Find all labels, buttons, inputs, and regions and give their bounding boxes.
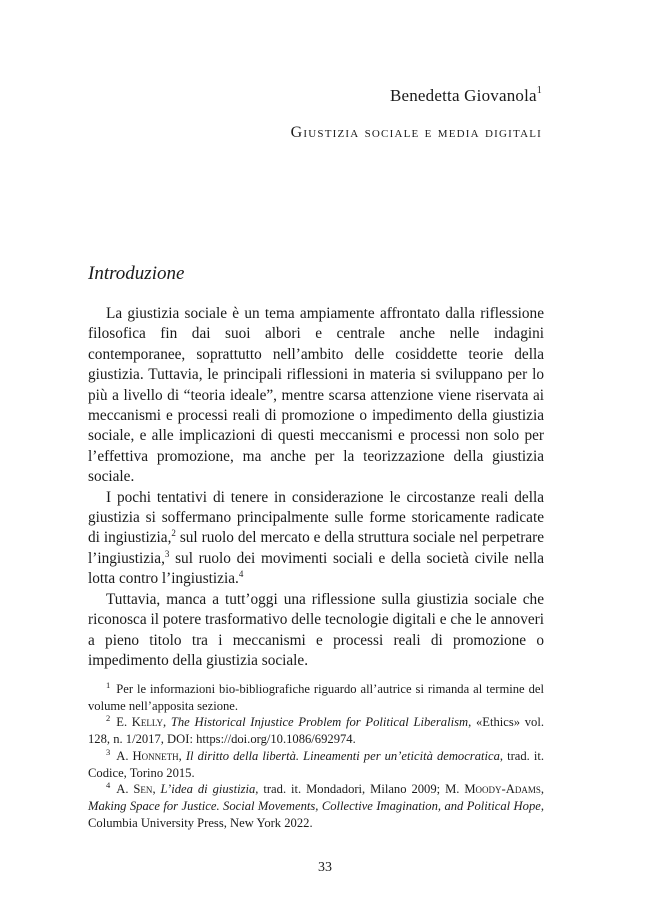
footnote-3-title: Il diritto della libertà. Lineamenti per un’eticità democratica bbox=[185, 748, 500, 763]
footnote-4-author-1: A. Sen bbox=[116, 782, 153, 797]
footnote-3 bbox=[88, 748, 544, 781]
footnote-2-title: The Historical Injustice Problem for Political Liberalism bbox=[170, 715, 469, 730]
footnote-4-rest: , Columbia University Press, New York 2022. bbox=[88, 798, 544, 830]
footnote-2-rest: , «Ethics» vol. 128, n. 1/2017, DOI: https://doi.org/10.1086/692974. bbox=[88, 715, 544, 747]
footnote-3-sep: , bbox=[178, 748, 186, 763]
footnote-ref-4[interactable]: 4 bbox=[238, 569, 244, 580]
footnote-4-title-1: L’idea di giustizia bbox=[160, 782, 256, 797]
footnote-1 bbox=[88, 681, 544, 714]
paragraph-2-text-c: sul ruolo dei movimenti sociali e della società civile nella lotta contro l’ingiustizia. bbox=[88, 549, 544, 588]
paragraph-2 bbox=[88, 488, 544, 590]
body-text bbox=[88, 304, 544, 671]
footnote-3-number: 3 bbox=[106, 746, 111, 757]
paragraph-3: Tuttavia, manca a tutt’oggi una riflessione sulla giustizia sociale che riconosca il potere trasformativo delle tecnologie digitali e che le annoveri a pieno titolo tra i meccanismi e processi reali di promozione o impedimento della giustizia sociale. bbox=[88, 590, 544, 669]
footnote-ref-1[interactable]: 1 bbox=[536, 85, 542, 97]
footnote-2-author: E. Kelly bbox=[116, 715, 163, 730]
footnote-ref-2[interactable]: 2 bbox=[171, 528, 176, 539]
paragraph-2-text-b: sul ruolo del mercato e della struttura sociale nel perpetrare l’ingiustizia, bbox=[88, 529, 544, 567]
footnote-3-author: A. Honneth bbox=[116, 748, 179, 763]
author-name bbox=[390, 86, 542, 106]
footnotes bbox=[88, 681, 544, 831]
paragraph-2-text-a: I pochi tentativi di tenere in considerazione le circostanze reali della giustizia si soffermano principalmente sulle forme storicamente radicate di ingiustizia, bbox=[88, 488, 544, 547]
footnote-4-mid: , trad. it. Mondadori, Milano 2009; bbox=[255, 782, 446, 797]
chapter-title: Giustizia sociale e media digitali bbox=[290, 124, 542, 141]
footnote-2-sep: , bbox=[163, 715, 171, 730]
footnote-1-number: 1 bbox=[106, 679, 111, 690]
footnote-3-rest: , trad. it. Codice, Torino 2015. bbox=[88, 748, 544, 780]
footnote-1-text: Per le informazioni bio-bibliografiche riguardo all’autrice si rimanda al termine del volume nell’apposita sezione. bbox=[88, 682, 544, 713]
page-number: 33 bbox=[318, 860, 332, 875]
footnote-4 bbox=[88, 781, 544, 831]
footnote-4-sep-1: , bbox=[152, 782, 161, 797]
footnote-4-author-2: M. Moody-Adams bbox=[445, 782, 541, 797]
paragraph-1: La giustizia sociale è un tema ampiamente affrontato dalla riflessione filosofica fin dai suoi albori e centrale anche nelle indagini contemporanee, soprattutto nell’ambito delle cosiddette teorie della giustizia. Tuttavia, le principali riflessioni in materia si sviluppano per lo più a livello di “teoria ideale”, mentre scarsa attenzione viene riservata ai meccanismi e processi reali di promozione o impedimento della giustizia sociale, e alle implicazioni di questi meccanismi e processi non solo per l’effettiva promozione, ma anche per la teorizzazione della giustizia sociale. bbox=[88, 305, 544, 486]
footnote-4-number: 4 bbox=[106, 780, 111, 791]
footnote-ref-3[interactable]: 3 bbox=[164, 548, 170, 559]
footnote-4-sep-2: , bbox=[540, 782, 544, 797]
footnote-4-title-2: Making Space for Justice. Social Movements, Collective Imagination, and Political Hope bbox=[88, 798, 541, 813]
footnote-2 bbox=[88, 714, 544, 747]
section-heading: Introduzione bbox=[88, 263, 185, 284]
author-name-text: Benedetta Giovanola bbox=[389, 86, 537, 105]
footnote-2-number: 2 bbox=[106, 713, 111, 724]
